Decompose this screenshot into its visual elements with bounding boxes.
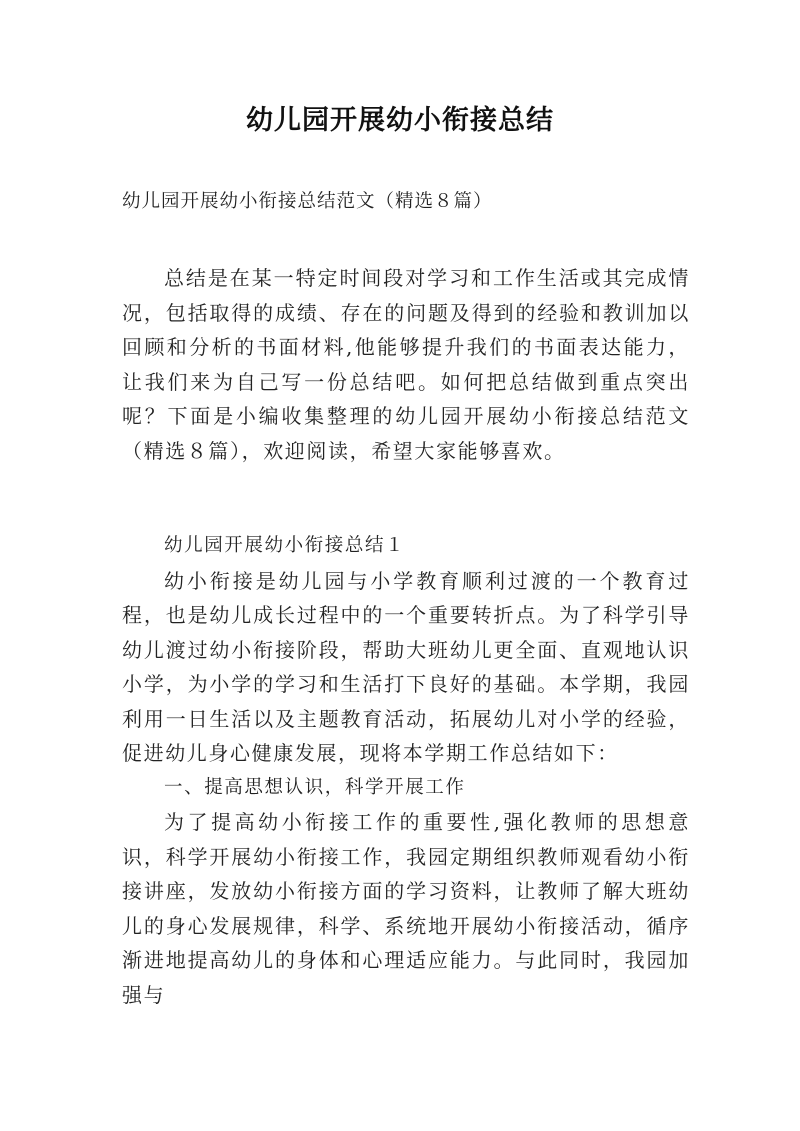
body-paragraph-1: 幼小衔接是幼儿园与小学教育顺利过渡的一个教育过程，也是幼儿成长过程中的一个重要转折点。为了科学引导幼儿渡过幼小衔接阶段，帮助大班幼儿更全面、直观地认识小学，为小学的学习和生活打下良好的基础。本学期，我园利用一日生活以及主题教育活动，拓展幼儿对小学的经验，促进幼儿身心健康发展，现将本学期工作总结如下： (122, 568, 690, 765)
intro-paragraph: 总结是在某一特定时间段对学习和工作生活或其完成情况，包括取得的成绩、存在的问题及得到的经验和教训加以回顾和分析的书面材料,他能够提升我们的书面表达能力，让我们来为自己写一份总结吧。如何把总结做到重点突出呢？下面是小编收集整理的幼儿园开展幼小衔接总结范文（精选８篇），欢迎阅读，希望大家能够喜欢。 (122, 266, 690, 463)
intro-block (122, 261, 690, 468)
document-title: 幼儿园开展幼小衔接总结 (246, 105, 554, 136)
section-title: 幼儿园开展幼小衔接总结１ (164, 535, 406, 556)
section-heading-1: 一、提高思想认识，科学开展工作 (164, 776, 466, 798)
section-block (122, 529, 690, 1012)
body-paragraph-2: 为了提高幼小衔接工作的重要性,强化教师的思想意识，科学开展幼小衔接工作，我园定期组织教师观看幼小衔接讲座，发放幼小衔接方面的学习资料，让教师了解大班幼儿的身心发展规律，科学、系统地开展幼小衔接活动，循序渐进地提高幼儿的身体和心理适应能力。与此同时，我园加强与 (122, 810, 690, 1007)
document-subtitle: 幼儿园开展幼小衔接总结范文（精选８篇） (122, 191, 493, 212)
